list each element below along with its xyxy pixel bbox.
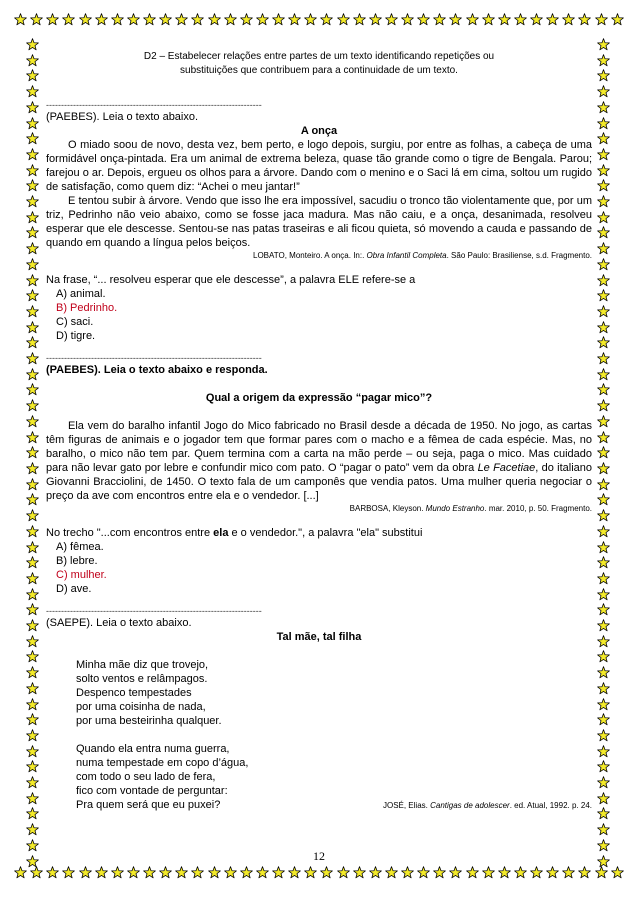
star-icon [449, 866, 462, 879]
poem-line: por uma coisinha de nada, [76, 701, 206, 713]
star-icon [498, 13, 511, 26]
star-icon [26, 462, 39, 475]
star-icon [26, 305, 39, 318]
star-icon [62, 13, 75, 26]
star-icon [62, 866, 75, 879]
star-icon [597, 258, 610, 271]
star-icon [385, 866, 398, 879]
star-icon [26, 745, 39, 758]
star-icon [597, 698, 610, 711]
star-icon [79, 13, 92, 26]
star-icon [256, 866, 269, 879]
q3-ref-a: JOSÉ, Elias. [382, 801, 431, 810]
star-icon [26, 274, 39, 287]
q2-ref-b: . mar. 2010, p. 50. Fragmento. [484, 504, 592, 513]
star-icon [26, 258, 39, 271]
star-icon [272, 866, 285, 879]
star-icon [191, 13, 204, 26]
star-icon [26, 101, 39, 114]
star-icon [26, 478, 39, 491]
star-icon [353, 866, 366, 879]
q1-option-a: A) animal. [56, 288, 106, 300]
star-icon [337, 13, 350, 26]
star-icon [26, 603, 39, 616]
star-icon [30, 13, 43, 26]
poem-line: Despenco tempestades [76, 687, 192, 699]
descriptor-header [76, 50, 562, 78]
star-icon [26, 38, 39, 51]
star-icon [482, 13, 495, 26]
star-icon [256, 13, 269, 26]
star-icon [26, 713, 39, 726]
star-icon [26, 792, 39, 805]
poem-line: fico com vontade de perguntar: [76, 785, 228, 797]
right-star-border [597, 38, 613, 868]
star-icon [433, 13, 446, 26]
q3-title: Tal mãe, tal filha [276, 631, 362, 643]
star-icon [175, 13, 188, 26]
star-icon [26, 729, 39, 742]
star-icon [546, 866, 559, 879]
star-icon [26, 368, 39, 381]
star-icon [111, 866, 124, 879]
star-icon [433, 866, 446, 879]
star-icon [26, 69, 39, 82]
star-icon [26, 117, 39, 130]
star-icon [240, 866, 253, 879]
star-icon [578, 866, 591, 879]
star-icon [417, 13, 430, 26]
star-icon [26, 509, 39, 522]
star-icon [26, 148, 39, 161]
star-icon [143, 13, 156, 26]
star-icon [159, 866, 172, 879]
q3-ref-b: . ed. Atual, 1992. p. 24. [509, 801, 592, 810]
star-icon [208, 866, 221, 879]
star-icon [597, 446, 610, 459]
page-content [46, 50, 592, 811]
q1-options [56, 287, 592, 343]
q2-option-c-correct: C) mulher. [56, 569, 107, 581]
star-icon [597, 760, 610, 773]
star-icon [369, 13, 382, 26]
star-icon [95, 13, 108, 26]
star-icon [26, 807, 39, 820]
star-icon [597, 635, 610, 648]
star-icon [597, 383, 610, 396]
star-icon [26, 336, 39, 349]
poem-line: por uma besteirinha qualquer. [76, 715, 222, 727]
star-icon [26, 682, 39, 695]
star-icon [26, 211, 39, 224]
q2-ref-italic: Mundo Estranho [425, 504, 485, 513]
star-icon [26, 242, 39, 255]
star-icon [597, 619, 610, 632]
star-icon [26, 588, 39, 601]
star-icon [26, 446, 39, 459]
star-icon [79, 866, 92, 879]
star-icon [320, 866, 333, 879]
star-icon [26, 399, 39, 412]
star-icon [46, 866, 59, 879]
poem-line: com todo o seu lado de fera, [76, 771, 216, 783]
star-icon [127, 13, 140, 26]
q1-title: A onça [300, 125, 338, 137]
star-icon [26, 619, 39, 632]
star-icon [26, 556, 39, 569]
q1-source: (PAEBES). Leia o texto abaixo. [46, 111, 199, 123]
star-icon [597, 588, 610, 601]
star-icon [26, 195, 39, 208]
bottom-star-border [0, 866, 638, 882]
star-icon [26, 698, 39, 711]
star-icon [597, 556, 610, 569]
star-icon [597, 462, 610, 475]
star-icon [514, 13, 527, 26]
star-icon [304, 13, 317, 26]
star-icon [26, 85, 39, 98]
star-icon [597, 509, 610, 522]
star-icon [46, 13, 59, 26]
star-icon [449, 13, 462, 26]
q2-ref-a: BARBOSA, Kleyson. [349, 504, 426, 513]
star-icon [337, 866, 350, 879]
star-icon [401, 13, 414, 26]
star-icon [175, 866, 188, 879]
star-icon [304, 866, 317, 879]
star-icon [272, 13, 285, 26]
star-icon [417, 866, 430, 879]
star-icon [95, 866, 108, 879]
star-icon [597, 132, 610, 145]
star-icon [597, 289, 610, 302]
star-icon [26, 179, 39, 192]
star-icon [26, 226, 39, 239]
star-icon [353, 13, 366, 26]
star-icon [26, 760, 39, 773]
star-icon [597, 525, 610, 538]
q1-ref-b: . São Paulo: Brasiliense, s.d. Fragmento. [446, 251, 592, 260]
q1-option-b-correct: B) Pedrinho. [56, 302, 118, 314]
poem-line: Quando ela entra numa guerra, [76, 743, 230, 755]
star-icon [597, 729, 610, 742]
star-icon [597, 148, 610, 161]
star-icon [224, 13, 237, 26]
star-icon [369, 866, 382, 879]
star-icon [597, 603, 610, 616]
star-icon [26, 54, 39, 67]
star-icon [597, 195, 610, 208]
star-icon [26, 541, 39, 554]
star-icon [498, 866, 511, 879]
star-icon [597, 352, 610, 365]
star-icon [546, 13, 559, 26]
star-icon [224, 866, 237, 879]
poem-line: Minha mãe diz que trovejo, [76, 659, 209, 671]
q2-source: (PAEBES). Leia o texto abaixo e responda. [46, 364, 268, 376]
q2-question [46, 526, 592, 540]
left-star-border [26, 38, 42, 868]
star-icon [597, 493, 610, 506]
q2-title: Qual a origem da expressão “pagar mico”? [205, 392, 433, 404]
q1-option-d: D) tigre. [56, 330, 96, 342]
star-icon [597, 336, 610, 349]
star-icon [597, 321, 610, 334]
star-icon [597, 415, 610, 428]
q2-option-b: B) lebre. [56, 555, 98, 567]
star-icon [597, 69, 610, 82]
q2-paragraph [46, 419, 592, 503]
star-icon [466, 866, 479, 879]
q1-ref-italic: Obra Infantil Completa [366, 251, 447, 260]
star-icon [595, 13, 608, 26]
star-icon [466, 13, 479, 26]
star-icon [597, 38, 610, 51]
star-icon [597, 431, 610, 444]
star-icon [14, 13, 27, 26]
star-icon [288, 866, 301, 879]
q2-question-a: No trecho "...com encontros entre [46, 527, 214, 539]
star-icon [26, 132, 39, 145]
star-icon [597, 650, 610, 663]
q2-options [56, 540, 592, 596]
star-icon [111, 13, 124, 26]
star-icon [26, 635, 39, 648]
star-icon [26, 352, 39, 365]
star-icon [597, 823, 610, 836]
star-icon [597, 368, 610, 381]
q2-option-d: D) ave. [56, 583, 92, 595]
q2-paragraph-italic: Le Facetiae [477, 462, 536, 474]
star-icon [26, 572, 39, 585]
q1-paragraph-2: E tentou subir à árvore. Vendo que isso lhe era impossível, sacudiu o tronco tão violentamente que, por um triz, Pedrinho não veio abaixo, como se fosse jaca madura. Mas não caiu, e a onça, desanimada, resolveu esperar que ele descesse. Sentou-se nas patas traseiras e ali ficou quieta, só movendo a cauda e passando de quando em quando a língua pelos beiços. [46, 195, 592, 249]
star-icon [597, 713, 610, 726]
star-icon [26, 493, 39, 506]
q1-option-c: C) saci. [56, 316, 94, 328]
q2-paragraph-b: , do italiano Giovanni Bracciolini, de 1450. O texto fala de um camponês que vendia patos. Uma mulher queria negociar o preço da ave com encontros entre ela e o vendedor. [...] [46, 462, 593, 502]
descriptor-line-2: substituições que contribuem para a continuidade de um texto. [180, 65, 458, 76]
star-icon [597, 745, 610, 758]
q3-source: (SAEPE). Leia o texto abaixo. [46, 617, 192, 629]
q2-question-b: e o vendedor.", a palavra "ela" substitui [228, 527, 423, 539]
descriptor-line-1: D2 – Estabelecer relações entre partes de um texto identificando repetições ou [143, 51, 495, 62]
star-icon [597, 226, 610, 239]
star-icon [611, 13, 624, 26]
star-icon [26, 650, 39, 663]
star-icon [26, 823, 39, 836]
q1-reference [46, 250, 592, 261]
q2-option-a: A) fêmea. [56, 541, 104, 553]
star-icon [530, 13, 543, 26]
star-icon [562, 866, 575, 879]
star-icon [240, 13, 253, 26]
star-icon [143, 866, 156, 879]
separator: ------------------------------------------------------------------------ [46, 100, 262, 110]
top-star-border [0, 13, 638, 29]
separator: ------------------------------------------------------------------------ [46, 353, 262, 363]
q3-ref-italic: Cantigas de adolescer [430, 801, 510, 810]
q1-ref-a: LOBATO, Monteiro. A onça. In:. [253, 251, 367, 260]
star-icon [26, 776, 39, 789]
poem-line: solto ventos e relâmpagos. [76, 673, 208, 685]
star-icon [597, 807, 610, 820]
page-number: 12 [313, 849, 325, 863]
star-icon [597, 274, 610, 287]
star-icon [597, 666, 610, 679]
star-icon [26, 321, 39, 334]
separator: ------------------------------------------------------------------------ [46, 606, 262, 616]
star-icon [597, 164, 610, 177]
poem-line: Pra quem será que eu puxei? [76, 799, 221, 811]
star-icon [127, 866, 140, 879]
star-icon [26, 431, 39, 444]
q1-question: Na frase, “... resolveu esperar que ele descesse”, a palavra ELE refere-se a [46, 274, 416, 286]
star-icon [597, 478, 610, 491]
star-icon [26, 164, 39, 177]
q3-poem [76, 658, 592, 812]
star-icon [26, 383, 39, 396]
star-icon [597, 572, 610, 585]
star-icon [26, 289, 39, 302]
star-icon [597, 776, 610, 789]
star-icon [597, 85, 610, 98]
star-icon [597, 792, 610, 805]
star-icon [482, 866, 495, 879]
star-icon [208, 13, 221, 26]
star-icon [597, 242, 610, 255]
star-icon [597, 101, 610, 114]
star-icon [597, 211, 610, 224]
star-icon [597, 541, 610, 554]
q2-question-bold: ela [213, 527, 229, 539]
star-icon [578, 13, 591, 26]
q2-reference [46, 503, 592, 514]
q2-paragraph-a: Ela vem do baralho infantil Jogo do Mico fabricado no Brasil desde a década de 1950. No jogo, as cartas têm figuras de animais e o jogador tem que formar pares com o macho e a fêmea de cada espécie. Mas, no baralho, o mico não tem par. Quem termina com a carta na mão perde – ou seja, paga o mico. Mas cuidado para não levar gato por lebre e confundir mico com pato. O “pagar o pato” vem da obra [46, 420, 592, 474]
star-icon [530, 866, 543, 879]
star-icon [159, 13, 172, 26]
star-icon [26, 666, 39, 679]
star-icon [514, 866, 527, 879]
star-icon [320, 13, 333, 26]
star-icon [597, 399, 610, 412]
star-icon [597, 117, 610, 130]
star-icon [288, 13, 301, 26]
poem-line: numa tempestade em copo d’água, [76, 757, 249, 769]
star-icon [401, 866, 414, 879]
star-icon [26, 525, 39, 538]
q1-paragraph-1: O miado soou de novo, desta vez, bem perto, e logo depois, surgiu, por entre as folhas, a cabeça de uma formidável onça-pintada. Era um animal de extrema beleza, quase tão grande como o tigre de Bengala. Parou; farejou o ar. Depois, ergueu os olhos para a árvore. Dando com o menino e o Saci lá em cima, soltou um rugido de satisfação, como quem diz: “Achei o meu jantar!” [46, 139, 592, 193]
star-icon [191, 866, 204, 879]
star-icon [385, 13, 398, 26]
star-icon [26, 415, 39, 428]
star-icon [597, 54, 610, 67]
star-icon [597, 305, 610, 318]
star-icon [597, 179, 610, 192]
star-icon [597, 682, 610, 695]
star-icon [562, 13, 575, 26]
